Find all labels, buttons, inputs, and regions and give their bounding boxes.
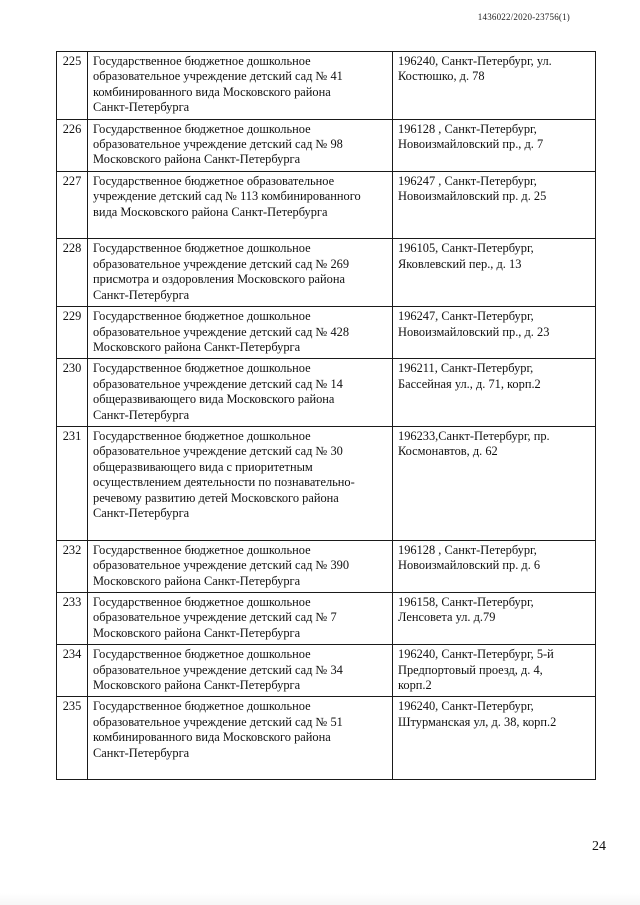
institution-name-cell (88, 540, 393, 592)
institution-name-cell (88, 171, 393, 239)
address-line: Новоизмайловский пр., д. 7 (398, 137, 544, 152)
institution-name-line: Московского района Санкт-Петербурга (93, 339, 301, 354)
address-line: 196128 , Санкт-Петербург, (398, 542, 537, 557)
address-cell (393, 359, 596, 427)
institution-name-line: образовательное учреждение детский сад № 14 (93, 376, 343, 391)
table-row (57, 171, 596, 239)
institution-name-cell (88, 52, 393, 120)
address-cell (393, 239, 596, 307)
institution-name-line: общеразвивающего вида Московского района (93, 392, 335, 407)
table-row (57, 52, 596, 120)
institution-name-line: Санкт-Петербурга (93, 100, 190, 115)
address-line: Космонавтов, д. 62 (398, 444, 498, 459)
address-line: Штурманская ул, д. 38, корп.2 (398, 714, 557, 729)
institution-name-line: общеразвивающего вида с приоритетным (93, 459, 313, 474)
institution-name-line: Государственное бюджетное дошкольное (93, 241, 311, 256)
document-id: 1436022/2020-23756(1) (477, 12, 570, 22)
table-row (57, 593, 596, 645)
table-row (57, 645, 596, 697)
institution-name-line: Санкт-Петербурга (93, 287, 190, 302)
institution-name-line: образовательное учреждение детский сад № 34 (93, 662, 343, 677)
institution-name-cell (88, 307, 393, 359)
row-number: 233 (57, 593, 88, 645)
table-row (57, 359, 596, 427)
row-number: 235 (57, 697, 88, 780)
row-number: 234 (57, 645, 88, 697)
address-line: Яковлевский пер., д. 13 (398, 256, 522, 271)
institution-name-line: комбинированного вида Московского района (93, 730, 331, 745)
institution-name-line: учреждение детский сад № 113 комбинированного (93, 189, 361, 204)
table-row (57, 239, 596, 307)
row-number: 231 (57, 426, 88, 540)
institution-name-line: образовательное учреждение детский сад № 428 (93, 324, 350, 339)
institution-name-cell (88, 426, 393, 540)
page-number: 24 (592, 839, 606, 854)
table-row (57, 540, 596, 592)
institution-name-line: Государственное бюджетное образовательное (93, 173, 335, 188)
institution-name-line (93, 761, 387, 776)
institution-name-line: присмотра и оздоровления Московского района (93, 272, 345, 287)
address-cell (393, 540, 596, 592)
address-line: 196247 , Санкт-Петербург, (398, 173, 537, 188)
institution-name-line: образовательное учреждение детский сад № 30 (93, 444, 343, 459)
address-line: 196233,Санкт-Петербург, пр. (398, 428, 550, 443)
row-number: 227 (57, 171, 88, 239)
institution-name-line: Государственное бюджетное дошкольное (93, 542, 311, 557)
institutions-table-body (57, 52, 596, 780)
institution-name-line: Санкт-Петербурга (93, 745, 190, 760)
row-number: 230 (57, 359, 88, 427)
table-row (57, 307, 596, 359)
institution-name-line (93, 220, 387, 235)
address-line: Предпортовый проезд, д. 4, (398, 662, 543, 677)
institution-name-line: образовательное учреждение детский сад № 7 (93, 610, 337, 625)
institution-name-line: Санкт-Петербурга (93, 407, 190, 422)
address-line: корп.2 (398, 678, 432, 693)
institution-name-line: Государственное бюджетное дошкольное (93, 54, 311, 68)
institution-name-line: Московского района Санкт-Петербурга (93, 678, 301, 693)
institution-name-line: Государственное бюджетное дошкольное (93, 361, 311, 376)
address-line: 196240, Санкт-Петербург, 5-й (398, 647, 554, 662)
address-line: Костюшко, д. 78 (398, 69, 485, 84)
address-cell (393, 171, 596, 239)
institution-name-cell (88, 645, 393, 697)
institution-name-line: образовательное учреждение детский сад № 41 (93, 69, 343, 84)
address-line: Бассейная ул., д. 71, корп.2 (398, 376, 541, 391)
institution-name-cell (88, 239, 393, 307)
institution-name-cell (88, 119, 393, 171)
row-number: 229 (57, 307, 88, 359)
address-cell (393, 52, 596, 120)
institution-name-line: образовательное учреждение детский сад № 98 (93, 137, 343, 152)
row-number: 232 (57, 540, 88, 592)
institution-name-line: речевому развитию детей Московского района (93, 490, 339, 505)
institution-name-cell (88, 697, 393, 780)
institution-name-line: Государственное бюджетное дошкольное (93, 309, 311, 324)
address-line: Новоизмайловский пр., д. 23 (398, 324, 550, 339)
address-line: 196247, Санкт-Петербург, (398, 309, 534, 324)
institution-name-line: Государственное бюджетное дошкольное (93, 647, 311, 662)
address-line: 196211, Санкт-Петербург, (398, 361, 534, 376)
row-number: 226 (57, 119, 88, 171)
address-cell (393, 119, 596, 171)
address-cell (393, 426, 596, 540)
address-cell (393, 307, 596, 359)
institution-name-line: Государственное бюджетное дошкольное (93, 699, 311, 714)
scan-edge (0, 893, 640, 905)
institution-name-line (93, 521, 387, 536)
institution-name-line: образовательное учреждение детский сад № 51 (93, 714, 343, 729)
address-line: Новоизмайловский пр. д. 25 (398, 189, 547, 204)
institution-name-line: Санкт-Петербурга (93, 505, 190, 520)
institution-name-line: комбинированного вида Московского района (93, 84, 331, 99)
address-cell (393, 697, 596, 780)
address-line: 196128 , Санкт-Петербург, (398, 121, 537, 136)
row-number: 225 (57, 52, 88, 120)
address-line: 196158, Санкт-Петербург, (398, 595, 534, 609)
institution-name-line: Государственное бюджетное дошкольное (93, 428, 311, 443)
address-line: 196240, Санкт-Петербург, ул. (398, 54, 552, 68)
address-line: 196105, Санкт-Петербург, (398, 241, 534, 256)
institution-name-cell (88, 593, 393, 645)
table-row (57, 697, 596, 780)
institution-name-line: Московского района Санкт-Петербурга (93, 152, 301, 167)
institution-name-line: Московского района Санкт-Петербурга (93, 625, 301, 640)
institution-name-line: Государственное бюджетное дошкольное (93, 595, 311, 609)
address-cell (393, 645, 596, 697)
address-line: 196240, Санкт-Петербург, (398, 699, 534, 714)
row-number: 228 (57, 239, 88, 307)
institution-name-line: Государственное бюджетное дошкольное (93, 121, 311, 136)
address-cell (393, 593, 596, 645)
institution-name-line: вида Московского района Санкт-Петербурга (93, 204, 328, 219)
address-line: Новоизмайловский пр. д. 6 (398, 558, 541, 573)
institution-name-line: Московского района Санкт-Петербурга (93, 573, 301, 588)
institution-name-line: осуществлением деятельности по познавательно- (93, 475, 355, 490)
institution-name-line: образовательное учреждение детский сад № 269 (93, 256, 350, 271)
institution-name-cell (88, 359, 393, 427)
address-line: Ленсовета ул. д.79 (398, 610, 496, 625)
table-row (57, 119, 596, 171)
table-row (57, 426, 596, 540)
institutions-table (56, 51, 596, 780)
institution-name-line: образовательное учреждение детский сад № 390 (93, 558, 350, 573)
